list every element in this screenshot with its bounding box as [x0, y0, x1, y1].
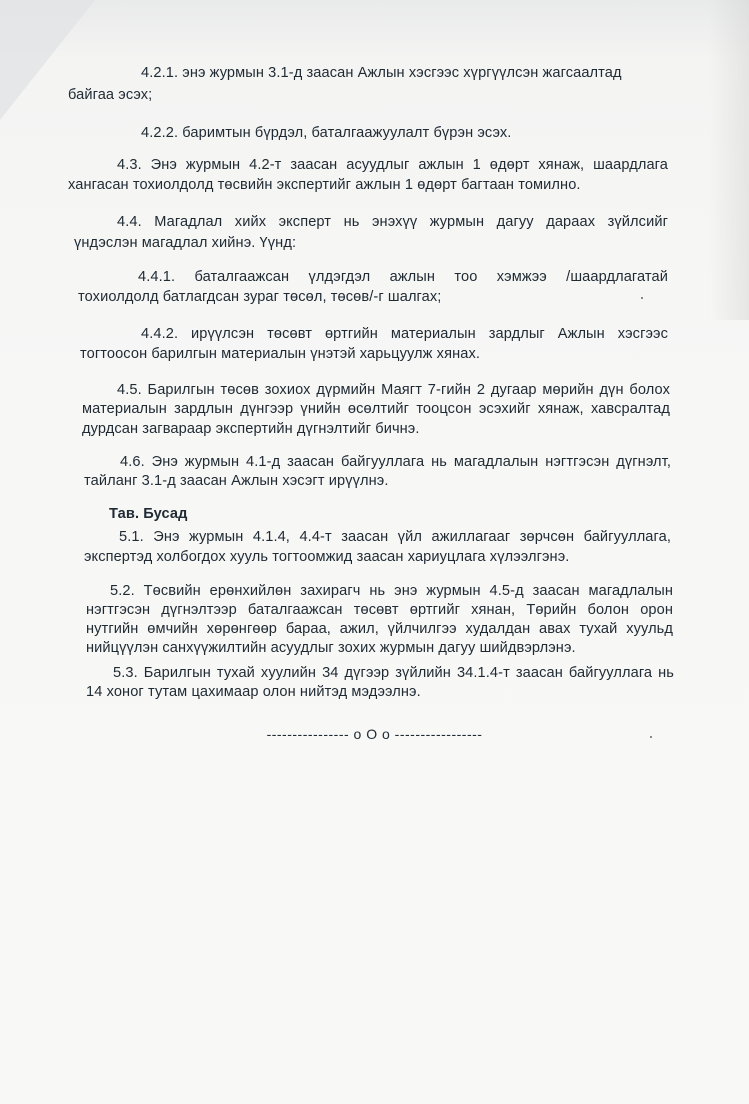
- clause-5-2-line-4: нийцүүлэн санхүүжилтийн асуудлыг зохих журмын дагуу шийдвэрлэнэ.: [86, 640, 576, 656]
- clause-4-4-line-1: 4.4. Магадлал хийх эксперт нь энэхүү журмын дагуу дараах зүйлсийг: [117, 214, 668, 230]
- clause-4-3-line-1: 4.3. Энэ журмын 4.2-т заасан асуудлыг ажлын 1 өдөрт хянаж, шаардлага: [117, 157, 668, 173]
- clause-5-3-line-1: 5.3. Барилгын тухай хуулийн 34 дүгээр зүйлийн 34.1.4-т заасан байгууллага нь: [113, 665, 674, 681]
- clause-4-4-line-2: үндэслэн магадлал хийнэ. Үүнд:: [74, 235, 297, 251]
- clause-4-4-1-line-1: 4.4.1. баталгаажсан үлдэгдэл ажлын тоо хэмжээ /шаардлагатай: [138, 269, 668, 285]
- end-of-document-mark: ---------------- o O o -----------------: [266, 726, 483, 742]
- clause-4-6-line-1: 4.6. Энэ журмын 4.1-д заасан байгууллага нь магадлалын нэгтгэсэн дүгнэлт,: [120, 454, 671, 470]
- clause-5-2-line-3: нутгийн өмчийн хөрөнгөөр бараа, ажил, үйлчилгээ худалдан авах тухай хуульд: [86, 621, 673, 637]
- clause-4-5-line-1: 4.5. Барилгын төсөв зохиох дүрмийн Маягт 7-гийн 2 дугаар мөрийн дүн болох: [117, 382, 670, 398]
- clause-5-3-line-2: 14 хоног тутам цахимаар олон нийтэд мэдээлнэ.: [86, 684, 421, 700]
- clause-5-1-line-2: экспертэд холбогдох хууль тогтоомжид заасан хариуцлага хүлээлгэнэ.: [84, 549, 570, 565]
- clause-4-2-1-line-2: байгаа эсэх;: [68, 87, 153, 103]
- clause-4-6-line-2: тайланг 3.1-д заасан Ажлын хэсэгт ирүүлнэ.: [84, 473, 389, 489]
- clause-4-4-1-line-2: тохиолдолд батлагдсан зураг төсөл, төсөв/-г шалгах;: [78, 289, 442, 305]
- clause-4-4-2-line-2: тогтоосон барилгын материалын үнэтэй харьцуулж хянах.: [80, 346, 480, 362]
- clause-4-5-line-3: дурдсан загвараар экспертийн дүгнэлтийг бичнэ.: [82, 421, 420, 437]
- clause-5-1-line-1: 5.1. Энэ журмын 4.1.4, 4.4-т заасан үйл ажиллагааг зөрчсөн байгууллага,: [119, 529, 671, 545]
- clause-4-3-line-2: хангасан тохиолдолд төсвийн экспертийг ажлын 1 өдөрт багтаан томилно.: [68, 177, 581, 193]
- clause-4-5-line-2: материалын зардлын дүнгээр үнийн өсөлтийг тооцсон эсэхийг хянаж, хавсралтад: [82, 401, 670, 417]
- clause-5-2-line-1: 5.2. Төсвийн ерөнхийлөн захирагч нь энэ журмын 4.5-д заасан магадлалын: [110, 583, 673, 599]
- section-heading: Тав. Бусад: [109, 506, 188, 522]
- clause-5-2-line-2: нэгтгэсэн дүгнэлтээр баталгаажсан төсөвт өртгийг хянан, Төрийн болон орон: [86, 602, 673, 618]
- clause-4-4-2-line-1: 4.4.2. ирүүлсэн төсөвт өртгийн материалын зардлыг Ажлын хэсгээс: [141, 326, 668, 342]
- clause-4-2-1-line-1: 4.2.1. энэ журмын 3.1-д заасан Ажлын хэсгээс хүргүүлсэн жагсаалтад: [141, 65, 622, 81]
- paper-speck: [641, 297, 643, 299]
- paper-speck: [650, 736, 652, 738]
- clause-4-2-2: 4.2.2. баримтын бүрдэл, баталгаажуулалт бүрэн эсэх.: [141, 125, 512, 141]
